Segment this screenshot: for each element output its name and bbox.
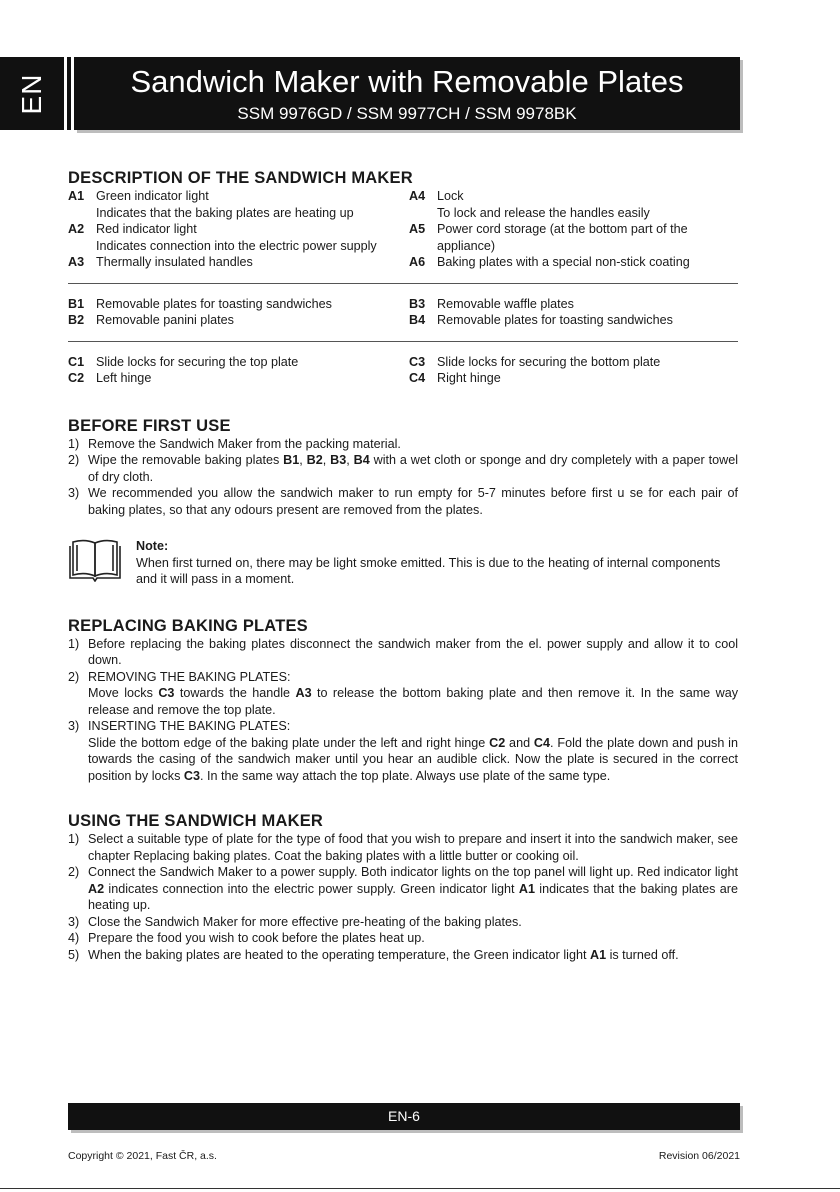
part-description: Slide locks for securing the bottom plate: [437, 354, 661, 369]
part-description: Indicates that the baking plates are heating up: [96, 205, 354, 220]
part-item: [409, 370, 738, 387]
before-first-use-heading: BEFORE FIRST USE: [68, 416, 231, 435]
part-item: [68, 188, 409, 205]
model-numbers: SSM 9976GD / SSM 9977CH / SSM 9978BK: [237, 104, 577, 123]
part-description: Removable plates for toasting sandwiches: [96, 296, 332, 311]
part-code: C1: [68, 354, 85, 369]
step-text: Remove the Sandwich Maker from the packing material.: [88, 436, 401, 451]
step-item: [68, 947, 738, 964]
part-item: [409, 354, 738, 371]
page-number-bar: [68, 1103, 740, 1130]
step-number: 2): [68, 453, 80, 467]
part-description: Removable waffle plates: [437, 296, 574, 311]
part-code: [409, 238, 437, 255]
part-code: A5: [409, 222, 426, 236]
step-text: Select a suitable type of plate for the type of food that you wish to prepare and insert it into the sandwich maker, see chapter Replacing baking plates. Coat the baking plates with a little butter or cooking oil.: [88, 832, 738, 863]
step-item: [68, 452, 738, 485]
part-code: B4: [409, 313, 426, 327]
part-description: Power cord storage (at the bottom part of the: [437, 222, 688, 236]
part-item: [68, 254, 409, 271]
part-item: [409, 312, 738, 329]
part-code: A3: [68, 255, 85, 269]
part-description: Baking plates with a special non-stick coating: [437, 255, 690, 269]
part-code: C2: [68, 371, 85, 385]
part-item: [409, 296, 738, 313]
step-number: 1): [68, 436, 80, 451]
part-code: A2: [68, 222, 85, 236]
note-box: [68, 538, 738, 588]
part-description: appliance): [437, 238, 496, 253]
part-description: Green indicator light: [96, 189, 209, 203]
part-item: [68, 312, 409, 329]
part-code: [68, 238, 96, 255]
step-text: Prepare the food you wish to cook before the plates heat up.: [88, 931, 425, 945]
copyright: Copyright © 2021, Fast ČR, a.s.: [68, 1150, 217, 1162]
language-label: EN: [16, 73, 47, 114]
step-text: We recommended you allow the sandwich maker to run empty for 5-7 minutes before first u se for each pair of baking plates, so that any odours present are removed from the plates.: [88, 486, 738, 517]
parts-list-b: [68, 296, 738, 329]
page-header: [74, 57, 740, 130]
part-item: [68, 238, 409, 255]
using-steps: [68, 831, 738, 963]
step-item: [68, 718, 738, 784]
part-code: [409, 205, 437, 222]
part-item: [409, 205, 738, 222]
part-code: B1: [68, 296, 85, 311]
part-description: Lock: [437, 189, 464, 203]
step-number: 3): [68, 719, 80, 733]
step-number: 3): [68, 486, 80, 500]
part-item: [409, 221, 738, 238]
part-code: B2: [68, 313, 85, 327]
parts-column-right: [409, 188, 738, 271]
before-first-use-steps: [68, 436, 738, 519]
part-item: [68, 296, 409, 313]
part-code: C3: [409, 354, 426, 369]
parts-list-c: [68, 354, 738, 387]
section-divider: [68, 341, 738, 342]
part-item: [409, 254, 738, 271]
step-text: REMOVING THE BAKING PLATES: Move locks C3 towards the handle A3 to release the bottom baking plate and then remove it. In the same way release and remove the top plate.: [88, 669, 738, 717]
part-description: Red indicator light: [96, 222, 197, 236]
part-code: [68, 205, 96, 222]
part-code: A4: [409, 189, 426, 203]
parts-list-a: [68, 188, 738, 271]
step-text: When the baking plates are heated to the operating temperature, the Green indicator light A1 is turned off.: [88, 947, 679, 962]
part-item: [409, 188, 738, 205]
step-number: 2): [68, 865, 80, 879]
replacing-heading: REPLACING BAKING PLATES: [68, 616, 308, 635]
step-text: Close the Sandwich Maker for more effective pre-heating of the baking plates.: [88, 914, 522, 929]
part-description: Removable plates for toasting sandwiches: [437, 313, 673, 327]
step-number: 5): [68, 947, 80, 962]
step-number: 1): [68, 832, 80, 846]
part-code: B3: [409, 296, 426, 311]
parts-column-left: [68, 354, 409, 387]
before-first-use-section: [68, 416, 738, 588]
book-icon: [68, 538, 136, 588]
step-item: [68, 864, 738, 914]
note-text: When first turned on, there may be light smoke emitted. This is due to the heating of internal components and it will pass in a moment.: [136, 555, 721, 586]
step-text: Wipe the removable baking plates B1, B2, B3, B4 with a wet cloth or sponge and dry completely with a paper towel of dry cloth.: [88, 453, 739, 484]
step-item: [68, 930, 738, 947]
step-text: Connect the Sandwich Maker to a power supply. Both indicator lights on the top panel will light up. Red indicator light A2 indicates connection into the electric power supply. Green indicator light A1 indicates that the baking plates are heating up.: [88, 865, 738, 912]
step-item: [68, 485, 738, 518]
using-heading: USING THE SANDWICH MAKER: [68, 812, 324, 830]
step-item: [68, 636, 738, 669]
main-content: [68, 168, 738, 963]
using-section: [68, 811, 738, 963]
part-code: A6: [409, 255, 426, 269]
note-title: Note:: [136, 539, 169, 553]
step-text: INSERTING THE BAKING PLATES: Slide the bottom edge of the baking plate under the left and right hinge C2 and C4. Fold the plate down and push in towards the casing of the sandwich maker until you hear an audible click. Now the plate is secured in the correct position by locks C3. In the same way attach the top plate. Always use plate of the same type.: [88, 719, 738, 783]
step-item: [68, 436, 738, 453]
part-description: Removable panini plates: [96, 313, 234, 327]
part-item: [68, 221, 409, 238]
step-item: [68, 914, 738, 931]
step-number: 4): [68, 931, 80, 945]
parts-column-left: [68, 188, 409, 271]
replacing-steps: [68, 636, 738, 785]
language-tab: [0, 57, 64, 130]
part-description: To lock and release the handles easily: [437, 205, 650, 220]
page-number: EN-6: [388, 1108, 420, 1124]
part-item: [409, 238, 738, 255]
step-number: 1): [68, 636, 80, 651]
description-heading: DESCRIPTION OF THE SANDWICH MAKER: [68, 169, 413, 187]
part-description: Left hinge: [96, 371, 152, 385]
step-text: Before replacing the baking plates disconnect the sandwich maker from the el. power supply and allow it to cool down.: [88, 636, 738, 667]
parts-column-right: [409, 296, 738, 329]
divider: [67, 57, 71, 130]
part-description: Thermally insulated handles: [96, 255, 253, 269]
step-item: [68, 831, 738, 864]
part-item: [68, 354, 409, 371]
part-item: [68, 370, 409, 387]
step-item: [68, 669, 738, 719]
parts-column-left: [68, 296, 409, 329]
page-title: Sandwich Maker with Removable Plates: [130, 64, 684, 99]
part-description: Indicates connection into the electric power supply: [96, 238, 377, 253]
page-edge-line: [0, 1188, 840, 1189]
revision: Revision 06/2021: [658, 1150, 740, 1162]
part-code: A1: [68, 189, 85, 203]
replacing-section: [68, 616, 738, 785]
part-description: Slide locks for securing the top plate: [96, 354, 299, 369]
section-divider: [68, 283, 738, 284]
part-item: [68, 205, 409, 222]
step-number: 3): [68, 914, 80, 929]
step-number: 2): [68, 669, 80, 684]
part-description: Right hinge: [437, 371, 501, 385]
part-code: C4: [409, 371, 426, 385]
parts-column-right: [409, 354, 738, 387]
